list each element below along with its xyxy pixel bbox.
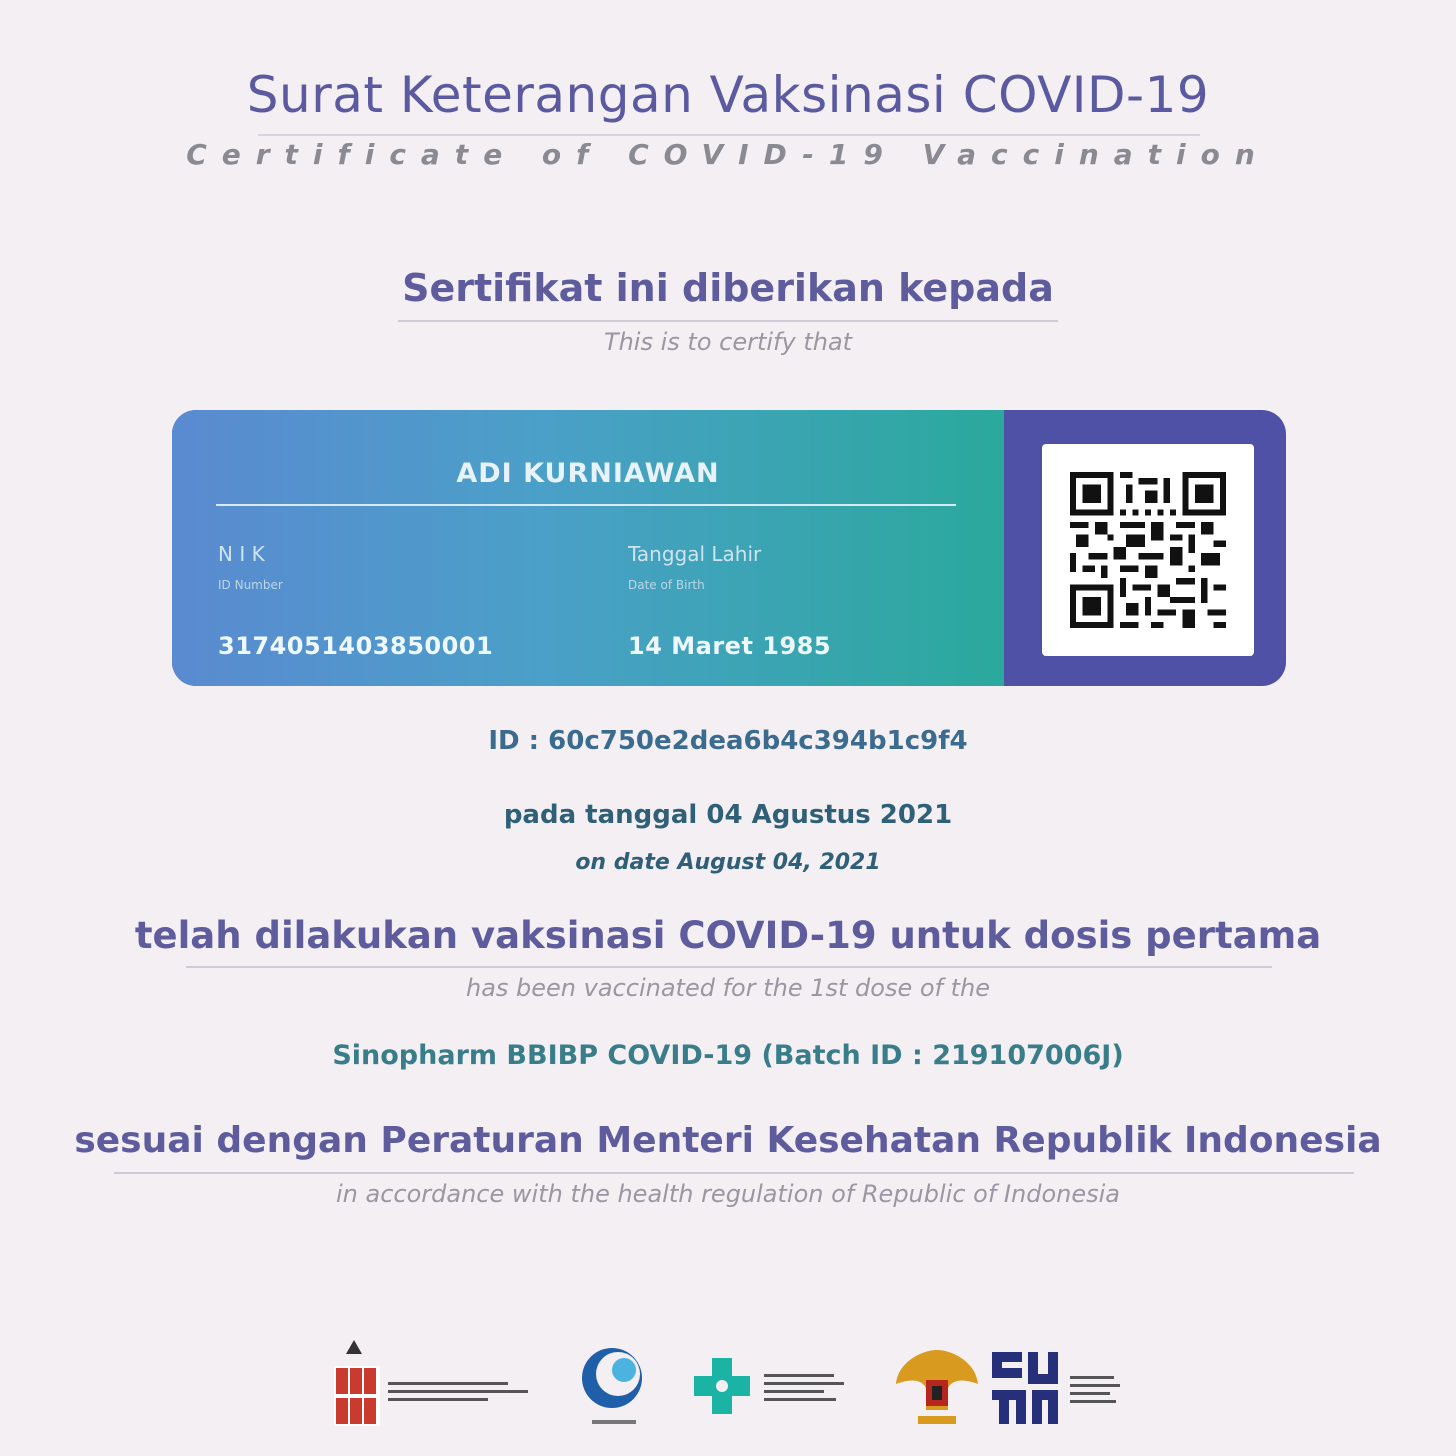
title-divider (258, 134, 1200, 136)
certify-subtext: This is to certify that (603, 328, 853, 356)
recipient-card (172, 410, 1286, 686)
certify-divider (398, 320, 1058, 322)
name-divider (216, 504, 956, 506)
vaccination-heading: telah dilakukan vaksinasi COVID-19 untuk dosis pertama (134, 914, 1322, 957)
qr-code-icon (1042, 444, 1254, 656)
kemenkes-logo-icon (692, 1348, 852, 1428)
sponsor-logos (0, 1330, 1456, 1440)
kpcpen-logo-icon (334, 1338, 534, 1428)
certificate-title: Surat Keterangan Vaksinasi COVID-19 (246, 66, 1210, 124)
certify-heading: Sertifikat ini diberikan kepada (402, 266, 1054, 310)
vaccination-subtext: has been vaccinated for the 1st dose of the (465, 974, 990, 1002)
certificate-subtitle: Certificate of COVID-19 Vaccination (186, 138, 1270, 171)
vaccine-name: Sinopharm BBIBP COVID-19 (Batch ID : 219107006J) (332, 1040, 1124, 1071)
regulation-subtext: in accordance with the health regulation of Republic of Indonesia (336, 1180, 1120, 1208)
dob-label: Tanggal Lahir (628, 542, 762, 566)
recipient-name: ADI KURNIAWAN (456, 458, 720, 489)
nik-label: N I K (218, 542, 265, 566)
regulation-divider (114, 1172, 1354, 1174)
kominfo-logo-icon (578, 1344, 648, 1430)
garuda-emblem-icon (892, 1344, 982, 1430)
nik-value: 3174051403850001 (218, 632, 494, 660)
vaccination-date-id: pada tanggal 04 Agustus 2021 (503, 800, 953, 830)
certificate-id: ID : 60c750e2dea6b4c394b1c9f4 (488, 726, 968, 756)
vaccination-divider (186, 966, 1272, 968)
vaccination-date-en: on date August 04, 2021 (575, 850, 881, 875)
nik-sublabel: ID Number (218, 578, 283, 592)
regulation-heading: sesuai dengan Peraturan Menteri Kesehatan Republik Indonesia (74, 1120, 1382, 1161)
dob-sublabel: Date of Birth (628, 578, 705, 592)
bumn-logo-icon (988, 1346, 1128, 1430)
dob-value: 14 Maret 1985 (628, 632, 832, 660)
recipient-info-panel (172, 410, 1004, 686)
